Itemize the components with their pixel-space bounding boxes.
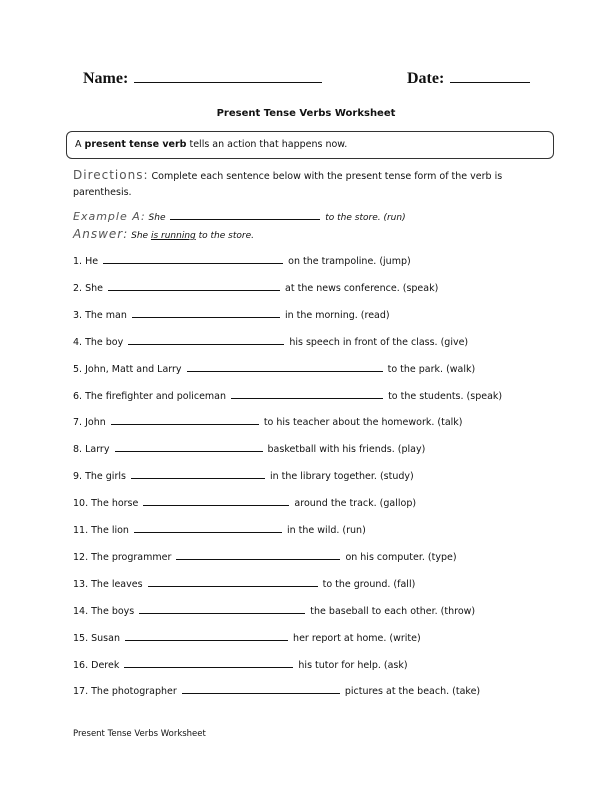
- question-item: [73, 552, 457, 563]
- answer-after: to the store.: [198, 231, 254, 241]
- answer-blank[interactable]: [182, 692, 340, 694]
- question-item: [73, 310, 390, 321]
- question-prefix: 15. Susan: [73, 632, 120, 644]
- question-item: [73, 606, 475, 617]
- date-label: Date:: [407, 70, 445, 87]
- question-item: [73, 364, 475, 375]
- question-item: [73, 579, 415, 590]
- question-item: [73, 391, 502, 402]
- question-prefix: 3. The man: [73, 309, 127, 321]
- question-suffix: to the ground. (fall): [322, 578, 416, 590]
- question-item: [73, 686, 480, 697]
- answer-blank[interactable]: [231, 397, 383, 399]
- question-suffix: his speech in front of the class. (give): [289, 336, 469, 348]
- question-prefix: 4. The boy: [73, 336, 124, 348]
- name-blank[interactable]: [134, 81, 322, 83]
- question-suffix: pictures at the beach. (take): [344, 686, 481, 698]
- question-suffix: in the morning. (read): [284, 309, 390, 321]
- question-prefix: 16. Derek: [73, 659, 120, 671]
- answer-blank[interactable]: [132, 316, 280, 318]
- answer-blank[interactable]: [134, 531, 282, 533]
- question-item: [73, 660, 408, 671]
- directions: [73, 167, 543, 201]
- example-before: She: [148, 213, 166, 223]
- answer-blank[interactable]: [115, 450, 263, 452]
- question-suffix: to the park. (walk): [387, 363, 476, 375]
- answer-blank[interactable]: [111, 423, 259, 425]
- directions-text: Complete each sentence below with the present tense form of the verb is parenthesis.: [73, 171, 503, 198]
- answer-blank[interactable]: [187, 370, 383, 372]
- question-suffix: on the trampoline. (jump): [288, 256, 411, 267]
- answer-before: She: [131, 231, 149, 241]
- question-prefix: 1. He: [73, 256, 99, 267]
- answer-blank[interactable]: [143, 504, 289, 506]
- definition-box: [66, 131, 554, 159]
- name-label: Name:: [83, 70, 129, 87]
- question-item: [73, 283, 438, 294]
- answer: [73, 227, 254, 241]
- question-prefix: 8. Larry: [73, 444, 110, 456]
- question-item: [73, 633, 421, 644]
- question-item: [73, 337, 468, 348]
- example: [73, 210, 406, 223]
- question-prefix: 17. The photographer: [73, 686, 177, 698]
- answer-label: Answer:: [73, 227, 129, 241]
- question-prefix: 7. John: [73, 417, 106, 429]
- question-prefix: 11. The lion: [73, 525, 129, 536]
- definition-prefix: A: [75, 139, 82, 150]
- answer-blank[interactable]: [128, 343, 284, 345]
- answer-blank[interactable]: [131, 477, 265, 479]
- directions-label: Directions:: [73, 168, 149, 182]
- question-item: [73, 471, 414, 482]
- question-item: [73, 256, 411, 267]
- footer: Present Tense Verbs Worksheet: [73, 729, 206, 739]
- question-prefix: 13. The leaves: [73, 578, 143, 590]
- question-prefix: 6. The firefighter and policeman: [73, 390, 227, 402]
- question-prefix: 10. The horse: [73, 498, 139, 510]
- example-label: Example A:: [73, 210, 146, 223]
- example-after: to the store. (run): [325, 213, 406, 223]
- answer-blank[interactable]: [148, 585, 318, 587]
- question-suffix: his tutor for help. (ask): [298, 659, 408, 671]
- question-prefix: 9. The girls: [73, 471, 126, 483]
- question-suffix: to the students. (speak): [388, 390, 503, 402]
- question-suffix: basketball with his friends. (play): [267, 444, 426, 456]
- definition-text: tells an action that happens now.: [189, 139, 348, 150]
- question-suffix: at the news conference. (speak): [285, 282, 439, 294]
- answer-blank[interactable]: [103, 262, 283, 264]
- answer-value: is running: [150, 231, 196, 241]
- name-field[interactable]: [83, 70, 324, 88]
- example-blank: [170, 218, 320, 220]
- question-suffix: to his teacher about the homework. (talk): [263, 417, 463, 429]
- question-item: [73, 498, 416, 509]
- answer-blank[interactable]: [139, 612, 305, 614]
- question-item: [73, 444, 425, 455]
- question-suffix: the baseball to each other. (throw): [310, 605, 476, 617]
- answer-blank[interactable]: [125, 639, 288, 641]
- definition-term: present tense verb: [84, 139, 187, 150]
- worksheet-title: Present Tense Verbs Worksheet: [216, 108, 396, 119]
- question-suffix: on his computer. (type): [345, 551, 457, 563]
- answer-blank[interactable]: [176, 558, 340, 560]
- question-item: [73, 417, 463, 428]
- question-prefix: 14. The boys: [73, 605, 135, 617]
- question-item: [73, 525, 366, 536]
- question-prefix: 2. She: [73, 282, 103, 294]
- question-prefix: 12. The programmer: [73, 551, 172, 563]
- date-field[interactable]: [407, 70, 532, 88]
- date-blank[interactable]: [450, 81, 530, 83]
- question-suffix: her report at home. (write): [293, 632, 421, 644]
- answer-blank[interactable]: [108, 289, 280, 291]
- question-suffix: around the track. (gallop): [294, 498, 417, 510]
- answer-blank[interactable]: [124, 666, 293, 668]
- question-suffix: in the wild. (run): [287, 525, 366, 536]
- question-suffix: in the library together. (study): [270, 471, 414, 483]
- question-prefix: 5. John, Matt and Larry: [73, 363, 182, 375]
